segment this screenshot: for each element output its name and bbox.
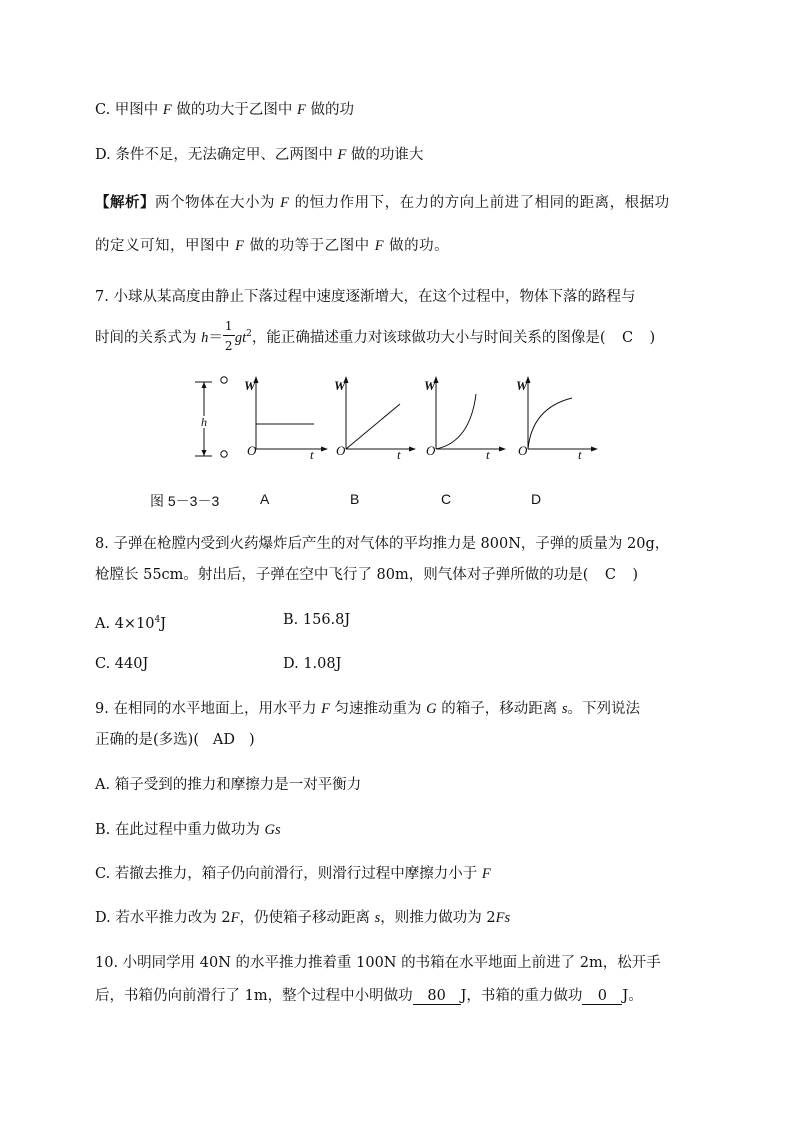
text: 做的功。 [384,238,450,254]
text: 枪膛长 55cm。射出后，子弹在空中飞行了 80m，则气体对子弹所做的功是( [95,567,589,583]
q8-option-a [95,610,166,634]
q8-stem-line2 [95,565,638,585]
text: ，能正确描述重力对该球做功大小与时间关系的图像是( [251,329,606,346]
text: 两个物体在大小为 [155,195,281,211]
graph-d [516,376,598,462]
text: 的恒力作用下，在力的方向上前进了相同的距离，根据功 [289,195,670,211]
q9-stem-line1 [95,699,640,719]
q10-blank-1: 80 [413,988,461,1005]
axis-w-label: W [424,378,436,393]
q10-stem-line1: 10. 小明同学用 40N 的水平推力推着重 100N 的书箱在水平地面上前进了 2m，松开手 [95,955,661,971]
q6-option-d [95,145,423,165]
axis-t-label: t [486,447,490,462]
analysis-tag: 【解析】 [95,194,155,211]
q8-option-d: D. 1.08J [283,656,342,672]
figure-caption: 图 5－3－3 [150,493,220,509]
paren-close: ) [649,329,656,346]
graph-label-b: B [350,491,360,507]
q7-figure [190,370,610,470]
text: D. 条件不足，无法确定甲、乙两图中 [95,147,338,163]
q7-stem-line2 [95,318,656,353]
axis-origin-label: O [426,443,436,458]
text: J，书箱的重力做功 [460,988,583,1004]
q9-stem-line2 [95,730,255,750]
axis-origin-label: O [336,443,346,458]
text: C. 甲图中 [95,102,163,118]
text: ，则推力做功为 2 [380,910,496,926]
graph-b [334,376,416,462]
axis-w-label: W [334,378,346,393]
q9-answer: AD [212,732,236,748]
text: J。 [622,988,643,1004]
q9-option-c [95,864,491,884]
q9-option-a: A. 箱子受到的推力和摩擦力是一对平衡力 [95,777,362,793]
var-s: s [561,701,568,717]
var-fs: Fs [495,910,511,926]
q9-option-b [95,820,281,840]
ball-drop-diagram [195,377,227,457]
axis-origin-label: O [518,443,528,458]
var-gs: Gs [264,822,281,838]
axis-w-label: W [516,378,528,393]
equals: ＝ [208,329,223,346]
var-f: F [280,195,290,211]
q8-stem-line1: 8. 子弹在枪膛内受到火药爆炸后产生的对气体的平均推力是 800N，子弹的质量为 20g， [95,536,670,552]
text: 9. 在相同的水平地面上，用水平力 [95,701,322,717]
var-f: F [162,102,172,118]
q9-option-d [95,908,510,928]
q7-stem-line1: 7. 小球从某高度由静止下落过程中速度逐渐增大，在这个过程中，物体下落的路程与 [95,289,636,305]
var-f: F [481,866,491,882]
text: A. 4×10 [95,615,155,632]
q7-answer: C [621,329,634,346]
graph-c [424,376,506,462]
graph-label-a: A [260,491,270,507]
text: D. 若水平推力改为 2 [95,910,231,926]
text: B. 在此过程中重力做功为 [95,822,265,838]
text: 做的功谁大 [346,147,424,163]
exponent: 2 [246,329,252,339]
axis-t-label: t [397,447,401,462]
graph-a [244,376,328,462]
var-gt: gt [234,329,247,346]
text: 的定义可知，甲图中 [95,238,236,254]
q8-option-c: C. 440J [95,656,149,672]
fraction-one-half [223,318,235,353]
q10-blank-2: 0 [582,988,622,1005]
q10-stem-line2 [95,986,643,1006]
graph-label-d: D [531,491,542,507]
axis-t-label: t [310,447,314,462]
text: 匀速推动重为 [329,701,427,717]
text: 做的功大于乙图中 [171,102,297,118]
axis-origin-label: O [247,443,257,458]
axis-t-label: t [578,447,582,462]
var-f: F [230,910,240,926]
q6-option-c [95,100,354,120]
graph-label-c: C [441,491,452,507]
text: 时间的关系式为 [95,329,202,346]
text: 正确的是(多选)( [95,732,199,748]
var-f: F [374,238,385,254]
text: 做的功等于乙图中 [244,238,375,254]
paren-close: ) [632,567,639,583]
text: 做的功 [305,102,354,118]
var-f: F [321,701,330,717]
var-f: F [235,238,245,254]
text: 后，书箱仍向前滑行了 1m，整个过程中小明做功 [95,988,413,1004]
unit: J [160,615,167,632]
text: 的箱子，移动距离 [436,701,562,717]
paren-close: ) [248,732,255,748]
var-g: G [426,701,437,717]
frac-denominator: 2 [224,338,233,353]
var-h: h [201,329,209,346]
exponent: 4 [154,615,161,625]
var-s: s [374,910,381,926]
q6-analysis-line1 [95,193,670,213]
q6-analysis-line2 [95,236,449,256]
axis-w-label: W [244,378,256,393]
q8-option-b: B. 156.8J [283,612,351,628]
text: 。下列说法 [567,701,640,717]
text: C. 若撤去推力，箱子仍向前滑行，则滑行过程中摩擦力小于 [95,866,482,882]
var-f: F [296,102,306,118]
q8-answer: C [604,567,616,583]
frac-numerator: 1 [224,318,233,333]
text: ，仍使箱子移动距离 [239,910,375,926]
height-label: h [201,415,207,429]
var-f: F [337,147,347,163]
